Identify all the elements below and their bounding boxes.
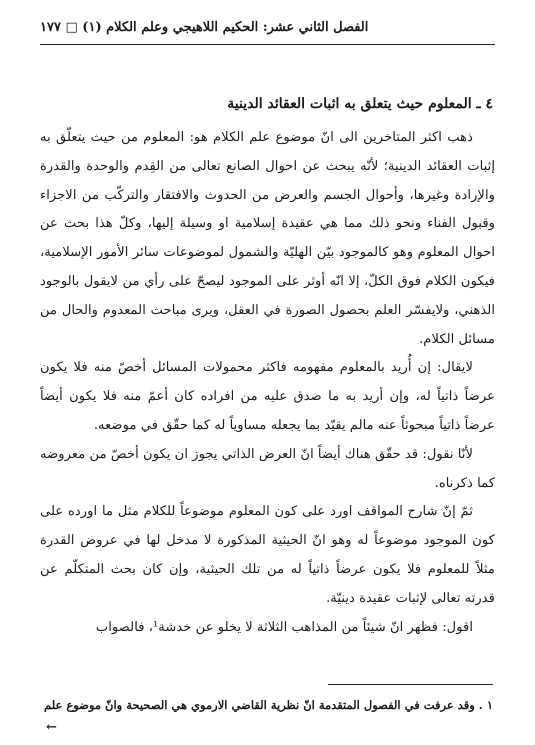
footnote-rule bbox=[328, 684, 493, 685]
header-rule bbox=[40, 44, 495, 45]
paragraph-2: لايقال: إن أُريد بالمعلوم مفهومه فاكثر محمولات المسائل أخصّ منه فلا يكون عرضاً ذاتياً له، وإن أريد به ما صدق عليه من افراده كان أعمّ منه فلا يكون أيضاً عرضاً ذاتياً مبحوثاً عنه مالم يقيّد بما يجعله مساوياً له كما حقّق في موضعه. bbox=[40, 360, 495, 433]
body-text bbox=[40, 124, 495, 642]
paragraph-1: ذهب اكثر المتاخرين الى انّ موضوع علم الكلام هو: المعلوم من حيث يتعلّق به إثبات العقائد الدينية؛ لأنّه يبحث عن احوال الصانع تعالى من القِدم والوحدة والقدرة والإرادة وغيرها، وأحوال الجسم والعرض من الحدوث والافتقار والتركّب من الاجزاء وقبول الفناء ونحو ذلك مما هي عقيدة إسلامية او وسيلة إليها، وكلّ هذا بحث عن احوال المعلوم وهو كالموجود بيّن الهليّة والشمول لموضوعات سائر الأمور الإسلامية، فيكون الكلام فوق الكلّ، إلا انّه أوثر على الموجود ليصحّ على رأي من لايقول بالوجود الذهني، ولايفسّر العلم بحصول الصورة في العقل، ويرى مباحث المعدوم والحال من مسائل الكلام. bbox=[40, 130, 495, 347]
footnote: ١ . وقد عرفت في الفصول المتقدمة انّ نظرية القاضي الارموي هي الصحيحة وانّ موضوع علم bbox=[44, 698, 493, 712]
continue-arrow-icon: ← bbox=[46, 720, 57, 735]
paragraph-4: ثمّ إنّ شارح المواقف اورد على كون المعلوم موضوعاً للكلام مثل ما اورده على كون الموجود موضوعاً له وهو انّ الحيثية المذكورة لا مدخل لها في عروض القدرة مثلاً للمعلوم فلا يكون عرضاً ذاتياً له من تلك الحيثية، وإن كان بحث المتكلّم عن قدرته تعالى لإثبات عقيدة دينيّة. bbox=[40, 504, 495, 606]
paragraph-5: اقول: فظهر انّ شيئاً من المذاهب الثلاثة لا يخلو عن خدشة¹، فالصواب bbox=[95, 619, 473, 635]
paragraph-3: لأنّا نقول: قد حقّق هناك أيضاً انّ العرض الذاتي يجوز ان يكون أخصّ من معروضه كما ذكرناه. bbox=[40, 446, 495, 491]
section-heading: ٤ ـ المعلوم حيث يتعلق به اثبات العقائد الدينية bbox=[227, 96, 493, 112]
running-header: الفصل الثاني عشر: الحكيم اللاهيجي وعلم الكلام (١) □ ١٧٧ bbox=[40, 20, 369, 35]
